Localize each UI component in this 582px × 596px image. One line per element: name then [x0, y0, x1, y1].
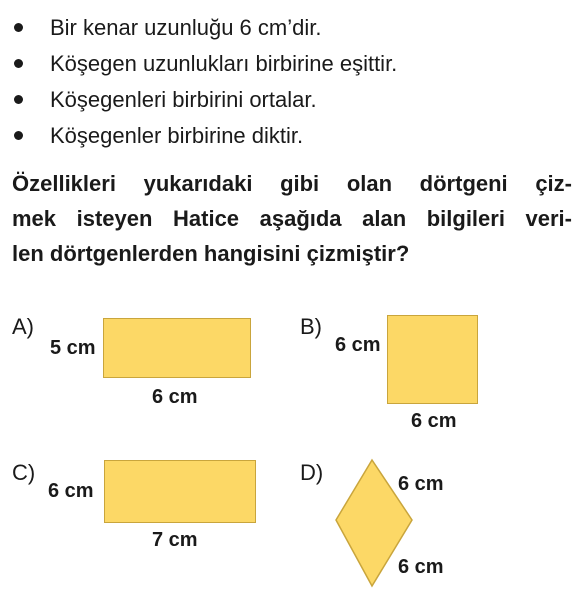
option-b-letter[interactable]: B) — [300, 314, 322, 339]
question-line: Özellikleri yukarıdaki gibi olan dörtgeni çiz- — [12, 171, 572, 196]
option-c-letter[interactable]: C) — [12, 460, 36, 485]
bullet-icon — [14, 23, 23, 32]
bullet-icon — [14, 131, 23, 140]
property-text: Bir kenar uzunluğu 6 cm’dir. — [50, 15, 322, 40]
option-b-side-label: 6 cm — [335, 334, 381, 356]
list-item — [12, 10, 572, 46]
question-line: len dörtgenlerden hangisini çizmiştir? — [12, 241, 410, 266]
option-c-rectangle[interactable] — [104, 460, 256, 523]
option-b-bottom-label: 6 cm — [411, 410, 457, 432]
bullet-icon — [14, 95, 23, 104]
question-text — [12, 166, 572, 271]
option-c-bottom-label: 7 cm — [152, 529, 198, 551]
property-text: Köşegen uzunlukları birbirine eşittir. — [50, 51, 398, 76]
option-a-letter[interactable]: A) — [12, 314, 34, 339]
property-text: Köşegenleri birbirini ortalar. — [50, 87, 317, 112]
option-c-side-label: 6 cm — [48, 480, 94, 502]
list-item — [12, 118, 572, 154]
option-d-bottom-label: 6 cm — [398, 556, 444, 578]
property-text: Köşegenler birbirine diktir. — [50, 123, 304, 148]
option-a-bottom-label: 6 cm — [152, 386, 198, 408]
properties-list — [12, 10, 572, 154]
bullet-icon — [14, 59, 23, 68]
question-line: mek isteyen Hatice aşağıda alan bilgileri veri- — [12, 206, 572, 231]
list-item — [12, 46, 572, 82]
option-b-square[interactable] — [387, 315, 478, 404]
option-d-letter[interactable]: D) — [300, 460, 324, 485]
option-a-side-label: 5 cm — [50, 337, 96, 359]
list-item — [12, 82, 572, 118]
option-d-top-label: 6 cm — [398, 473, 444, 495]
option-a-rectangle[interactable] — [103, 318, 251, 378]
